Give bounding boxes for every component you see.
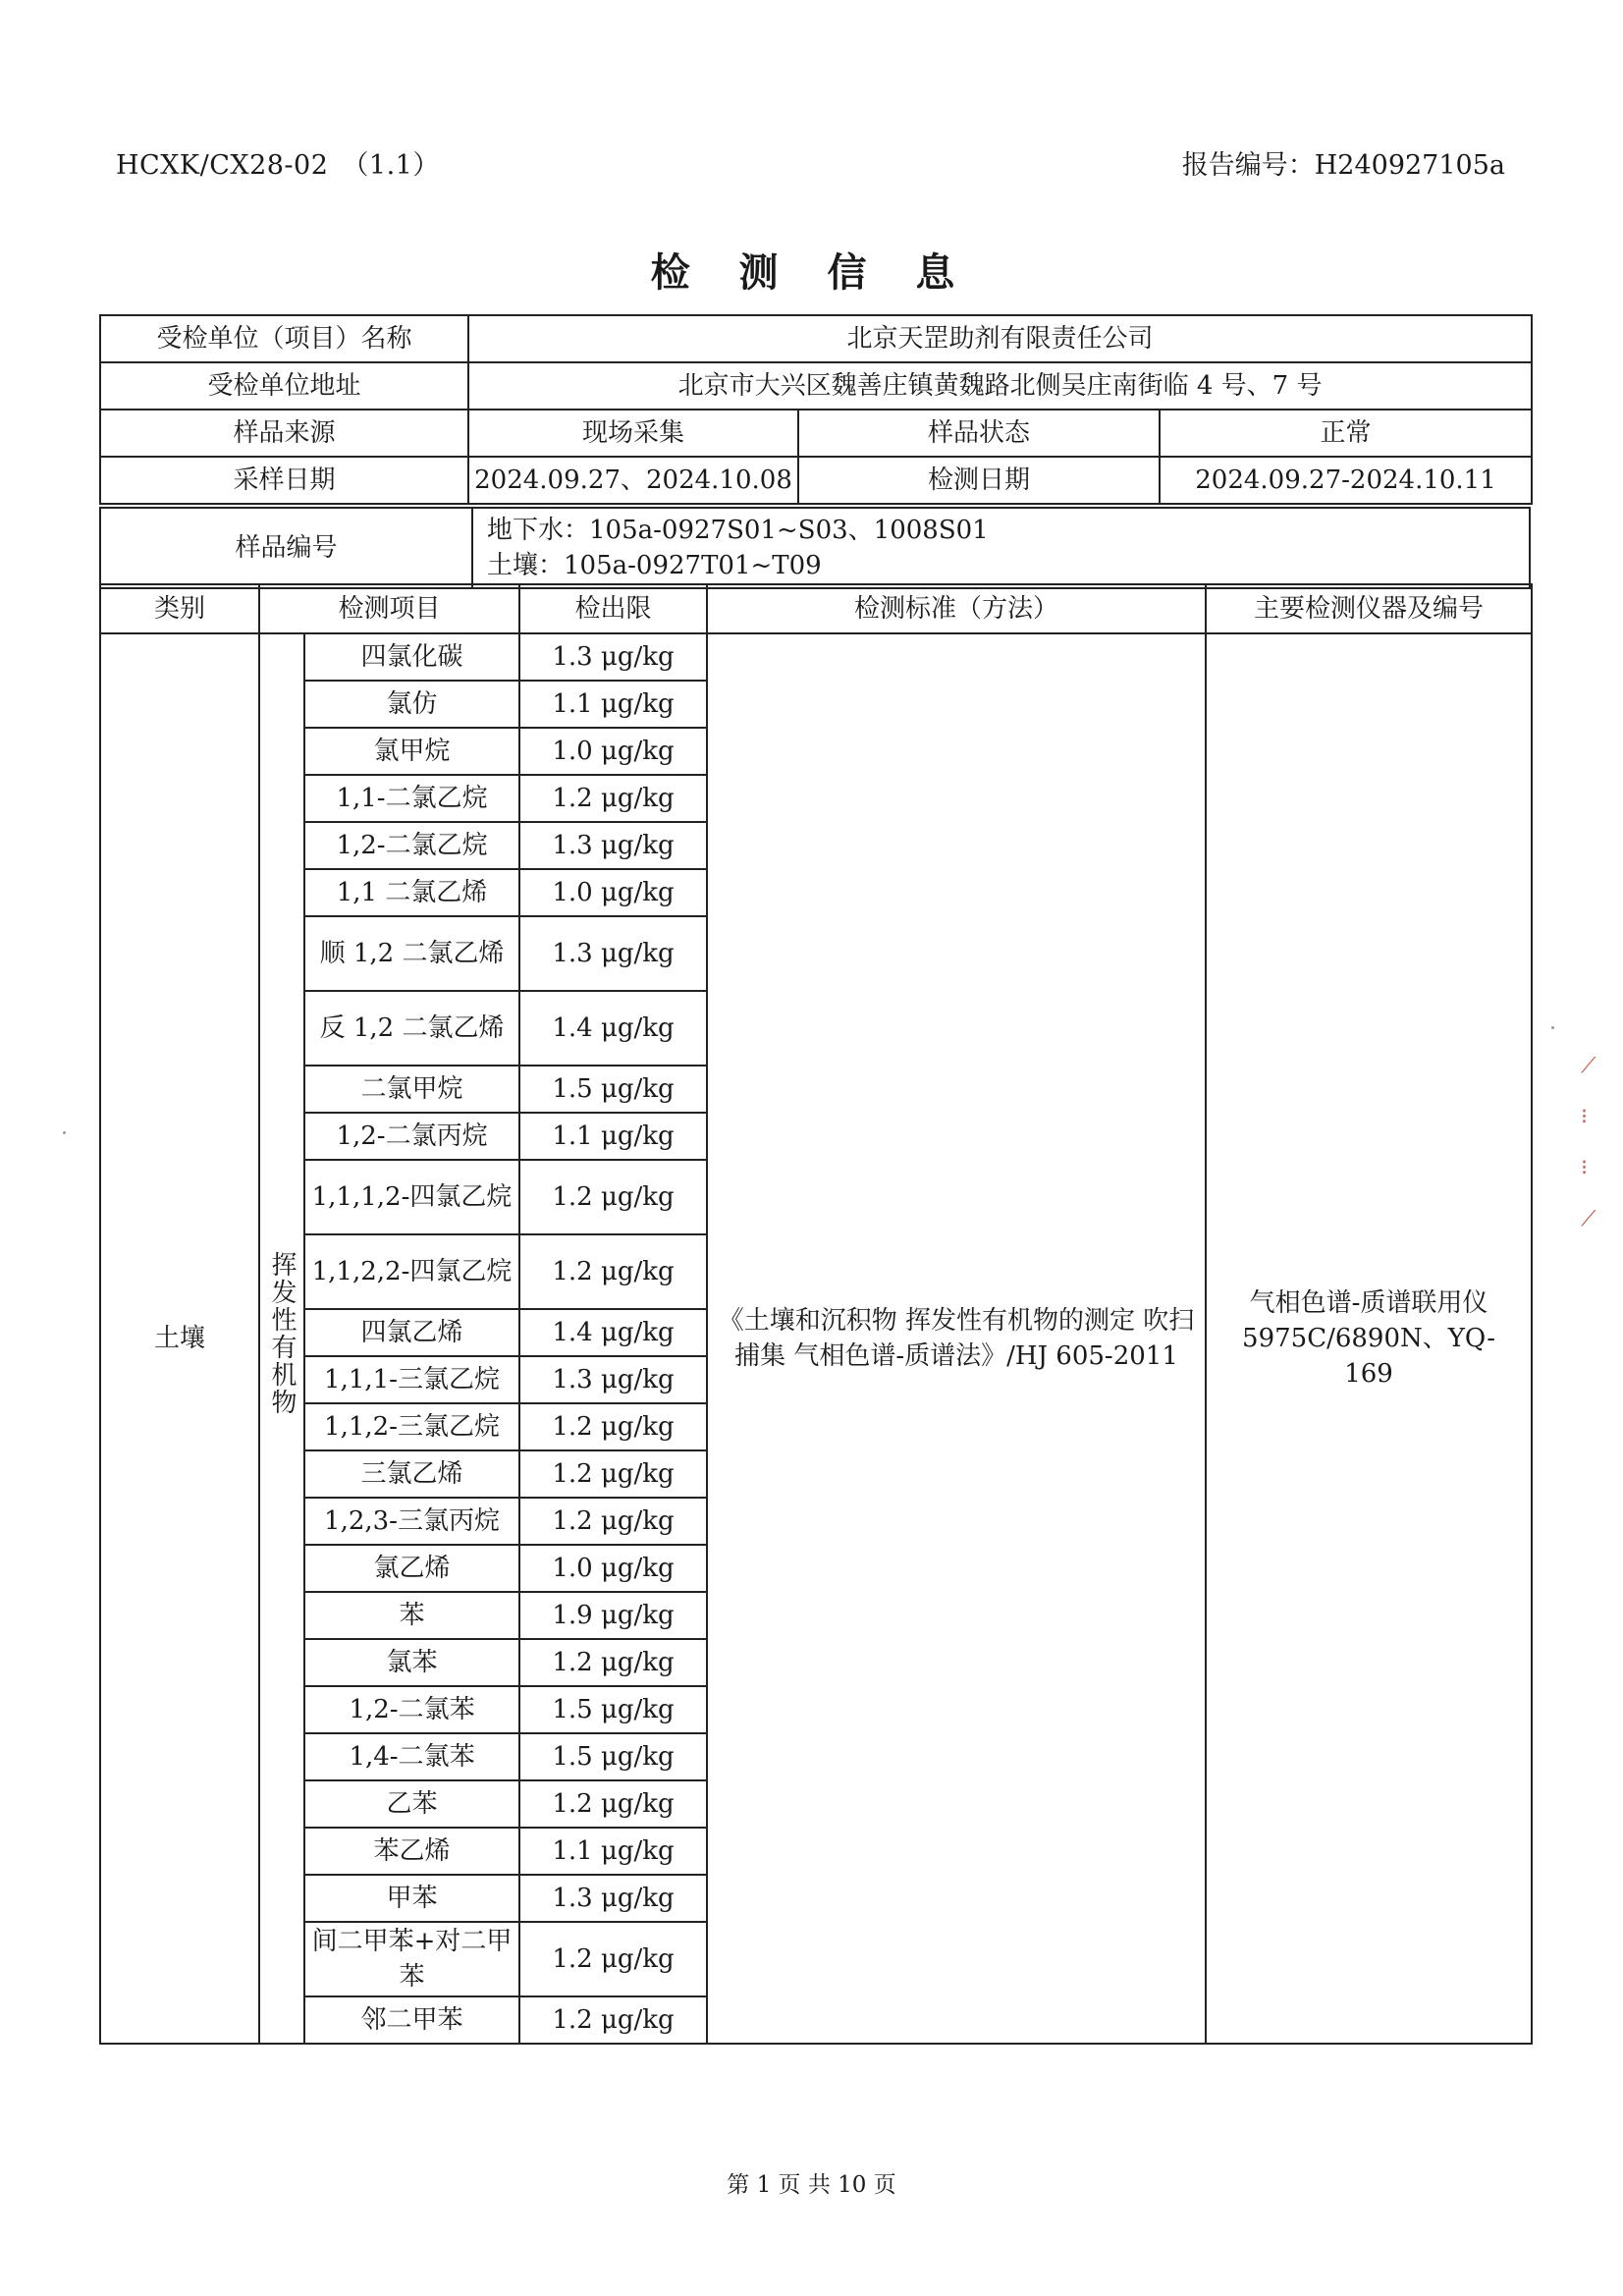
subcategory-cell xyxy=(259,633,304,2044)
sample-no-label: 样品编号 xyxy=(100,508,472,588)
category-cell: 土壤 xyxy=(100,633,259,2044)
item-cell: 1,2-二氯丙烷 xyxy=(304,1113,519,1160)
detection-header-row xyxy=(100,584,1532,633)
header-limit: 检出限 xyxy=(519,584,707,633)
limit-cell: 1.2 μg/kg xyxy=(519,1996,707,2044)
item-cell: 顺 1,2 二氯乙烯 xyxy=(304,916,519,991)
limit-cell: 1.4 μg/kg xyxy=(519,1309,707,1356)
state-value: 正常 xyxy=(1160,410,1532,457)
item-cell: 苯 xyxy=(304,1592,519,1639)
info-row-sample-no xyxy=(100,508,1530,588)
item-cell: 间二甲苯+对二甲苯 xyxy=(304,1922,519,1996)
limit-cell: 1.3 μg/kg xyxy=(519,1875,707,1922)
item-cell: 1,1,1,2-四氯乙烷 xyxy=(304,1160,519,1234)
limit-cell: 1.2 μg/kg xyxy=(519,1403,707,1450)
limit-cell: 1.5 μg/kg xyxy=(519,1733,707,1780)
subcategory-label: 挥发性有机物 xyxy=(267,1251,297,1416)
limit-cell: 1.3 μg/kg xyxy=(519,822,707,869)
limit-cell: 1.2 μg/kg xyxy=(519,1450,707,1498)
test-date-value: 2024.09.27-2024.10.11 xyxy=(1160,457,1532,504)
item-cell: 二氯甲烷 xyxy=(304,1066,519,1113)
info-table xyxy=(99,314,1533,505)
limit-cell: 1.5 μg/kg xyxy=(519,1686,707,1733)
item-cell: 甲苯 xyxy=(304,1875,519,1922)
header-category: 类别 xyxy=(100,584,259,633)
limit-cell: 1.0 μg/kg xyxy=(519,728,707,775)
info-row-source xyxy=(100,410,1532,457)
item-cell: 乙苯 xyxy=(304,1780,519,1828)
item-cell: 氯乙烯 xyxy=(304,1545,519,1592)
limit-cell: 1.3 μg/kg xyxy=(519,916,707,991)
sample-date-label: 采样日期 xyxy=(100,457,468,504)
limit-cell: 1.5 μg/kg xyxy=(519,1066,707,1113)
header-standard: 检测标准（方法） xyxy=(707,584,1206,633)
limit-cell: 1.2 μg/kg xyxy=(519,1234,707,1309)
header-item: 检测项目 xyxy=(259,584,519,633)
instrument-cell: 气相色谱-质谱联用仪 5975C/6890N、YQ-169 xyxy=(1206,633,1532,2044)
info-row-address xyxy=(100,362,1532,410)
limit-cell: 1.1 μg/kg xyxy=(519,1828,707,1875)
item-cell: 1,1,1-三氯乙烷 xyxy=(304,1356,519,1403)
page-footer: 第 1 页 共 10 页 xyxy=(727,2172,896,2198)
limit-cell: 1.3 μg/kg xyxy=(519,1356,707,1403)
address-label: 受检单位地址 xyxy=(100,362,468,410)
sample-number-table xyxy=(99,507,1531,589)
form-code: HCXK/CX28-02 （1.1） xyxy=(116,150,440,181)
item-cell: 氯仿 xyxy=(304,681,519,728)
limit-cell: 1.1 μg/kg xyxy=(519,681,707,728)
sample-no-value xyxy=(472,508,1530,588)
limit-cell: 1.9 μg/kg xyxy=(519,1592,707,1639)
item-cell: 三氯乙烯 xyxy=(304,1450,519,1498)
item-cell: 苯乙烯 xyxy=(304,1828,519,1875)
state-label: 样品状态 xyxy=(798,410,1160,457)
unit-value: 北京天罡助剂有限责任公司 xyxy=(468,315,1532,362)
limit-cell: 1.3 μg/kg xyxy=(519,633,707,681)
test-date-label: 检测日期 xyxy=(798,457,1160,504)
item-cell: 1,1 二氯乙烯 xyxy=(304,869,519,916)
item-cell: 1,2-二氯苯 xyxy=(304,1686,519,1733)
header-instrument: 主要检测仪器及编号 xyxy=(1206,584,1532,633)
item-cell: 氯苯 xyxy=(304,1639,519,1686)
scan-speck xyxy=(63,1131,66,1134)
limit-cell: 1.4 μg/kg xyxy=(519,991,707,1066)
sample-date-value: 2024.09.27、2024.10.08 xyxy=(468,457,798,504)
page-title: 检 测 信 息 xyxy=(650,249,973,296)
limit-cell: 1.2 μg/kg xyxy=(519,1922,707,1996)
limit-cell: 1.2 μg/kg xyxy=(519,1160,707,1234)
sample-no-line-soil: 土壤：105a-0927T01~T09 xyxy=(487,551,822,580)
unit-label: 受检单位（项目）名称 xyxy=(100,315,468,362)
limit-cell: 1.2 μg/kg xyxy=(519,1498,707,1545)
report-number: 报告编号：H240927105a xyxy=(1181,150,1505,181)
limit-cell: 1.1 μg/kg xyxy=(519,1113,707,1160)
item-cell: 反 1,2 二氯乙烯 xyxy=(304,991,519,1066)
limit-cell: 1.2 μg/kg xyxy=(519,775,707,822)
table-row xyxy=(100,633,1532,681)
limit-cell: 1.0 μg/kg xyxy=(519,1545,707,1592)
item-cell: 四氯乙烯 xyxy=(304,1309,519,1356)
item-cell: 1,1,2-三氯乙烷 xyxy=(304,1403,519,1450)
source-label: 样品来源 xyxy=(100,410,468,457)
item-cell: 1,1-二氯乙烷 xyxy=(304,775,519,822)
source-value: 现场采集 xyxy=(468,410,798,457)
sample-no-line-water: 地下水：105a-0927S01~S03、1008S01 xyxy=(487,516,989,545)
address-value: 北京市大兴区魏善庄镇黄魏路北侧吴庄南街临 4 号、7 号 xyxy=(468,362,1532,410)
info-row-dates xyxy=(100,457,1532,504)
item-cell: 1,4-二氯苯 xyxy=(304,1733,519,1780)
item-cell: 氯甲烷 xyxy=(304,728,519,775)
detection-table xyxy=(99,583,1533,2045)
item-cell: 1,1,2,2-四氯乙烷 xyxy=(304,1234,519,1309)
item-cell: 1,2-二氯乙烷 xyxy=(304,822,519,869)
seal-stamp-edge: ⟋ ⁝ ⁝ ⟋ xyxy=(1581,1054,1596,1231)
scan-speck xyxy=(1551,1026,1554,1029)
limit-cell: 1.2 μg/kg xyxy=(519,1639,707,1686)
item-cell: 1,2,3-三氯丙烷 xyxy=(304,1498,519,1545)
standard-cell: 《土壤和沉积物 挥发性有机物的测定 吹扫捕集 气相色谱-质谱法》/HJ 605-2011 xyxy=(707,633,1206,2044)
limit-cell: 1.2 μg/kg xyxy=(519,1780,707,1828)
item-cell: 邻二甲苯 xyxy=(304,1996,519,2044)
limit-cell: 1.0 μg/kg xyxy=(519,869,707,916)
info-row-unit xyxy=(100,315,1532,362)
item-cell: 四氯化碳 xyxy=(304,633,519,681)
